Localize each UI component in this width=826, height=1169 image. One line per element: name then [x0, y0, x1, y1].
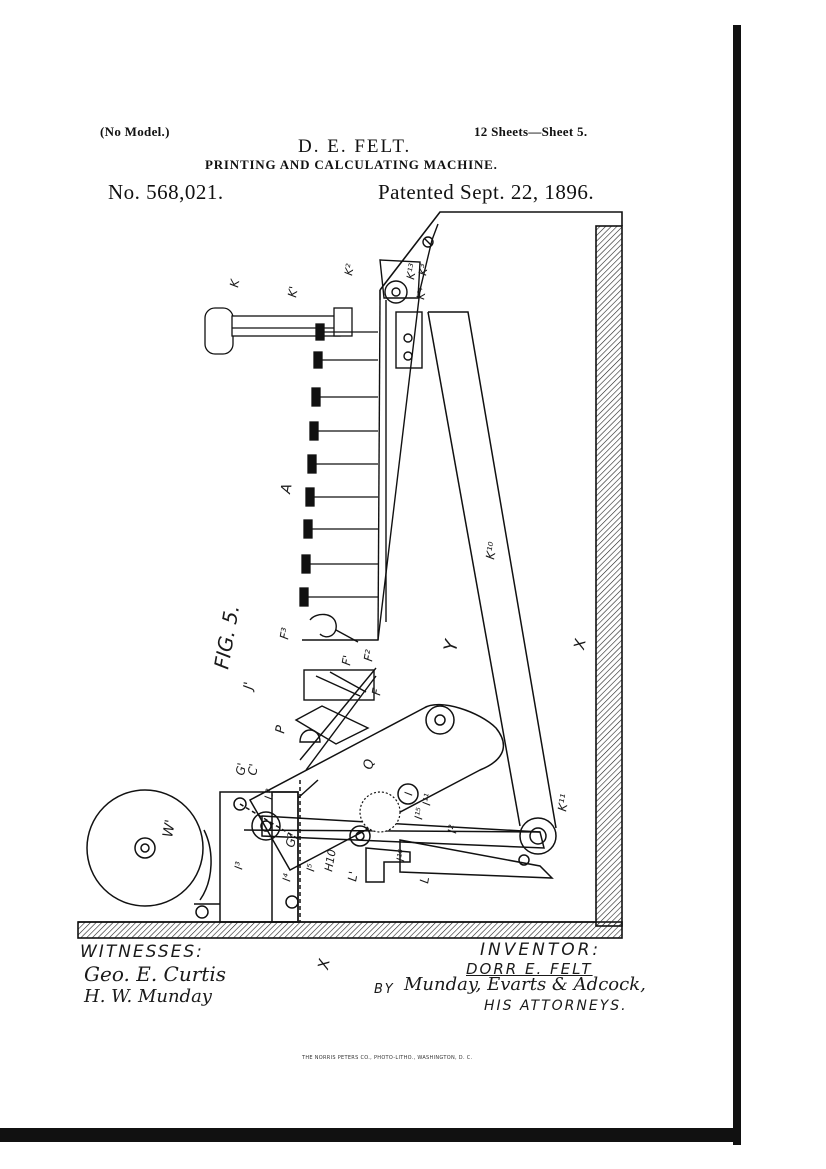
printing-mechanism	[296, 614, 376, 770]
ref-H10: H10	[322, 848, 339, 873]
ref-I15: I¹⁵	[412, 806, 428, 821]
sheets-label: 12 Sheets—Sheet 5.	[474, 124, 588, 139]
ref-I2: I²	[445, 823, 461, 835]
ref-L: L	[417, 875, 433, 885]
inventor-name-heading: D. E. FELT.	[298, 136, 412, 157]
inventor-name: DORR E. FELT	[466, 960, 593, 978]
ref-Y: Y	[440, 638, 463, 653]
patent-title: PRINTING AND CALCULATING MACHINE.	[205, 157, 498, 172]
ref-I16: I¹⁶	[394, 848, 410, 863]
ref-X-bottom: X	[314, 957, 334, 971]
patent-date: Patented Sept. 22, 1896.	[378, 180, 595, 204]
ref-X-right: X	[570, 637, 590, 651]
key-row	[205, 308, 378, 606]
ref-P: P	[273, 724, 290, 735]
lever-k10	[428, 312, 556, 854]
ref-L1: L'	[345, 870, 361, 883]
witness-signature-1: Geo. E. Curtis	[84, 962, 226, 986]
ref-F2: F²	[361, 648, 377, 663]
ref-L2: L²	[262, 787, 277, 801]
witnesses-label: WITNESSES:	[80, 942, 204, 962]
ref-G2: G²	[283, 832, 300, 849]
ref-K10: K¹⁰	[483, 540, 500, 561]
patent-number: No. 568,021.	[108, 180, 224, 204]
attorneys-signature: Munday, Evarts & Adcock,	[404, 974, 646, 995]
keyboard-frame	[302, 224, 438, 640]
figure-label: FIG. 5.	[209, 602, 245, 671]
ref-F1: F'	[339, 654, 355, 667]
ref-C1: C'	[245, 762, 261, 777]
ref-K1: K'	[285, 285, 301, 299]
ref-Q: Q	[361, 758, 378, 771]
ref-W1: W'	[160, 818, 180, 839]
ref-K13: K¹³	[404, 262, 420, 281]
ref-G1: G'	[233, 761, 250, 777]
ref-K: K	[227, 278, 243, 289]
paper-roll-assembly	[87, 780, 318, 922]
ref-I: I	[402, 791, 416, 797]
ref-F: F	[369, 687, 385, 697]
by-label: BY	[374, 982, 395, 997]
ref-J1: J'	[241, 680, 258, 691]
inventor-label: INVENTOR:	[480, 940, 602, 960]
ref-A: A	[278, 482, 296, 495]
ref-I3: I³	[232, 860, 247, 871]
ref-I11: I¹¹	[420, 792, 436, 807]
ref-K2: K²	[342, 262, 357, 277]
ref-I4: I⁴	[280, 872, 295, 883]
no-model-label: (No Model.)	[100, 124, 170, 139]
ref-F3: F³	[277, 626, 293, 641]
attorneys-label: HIS ATTORNEYS.	[484, 998, 628, 1014]
ref-K11: K¹¹	[555, 792, 572, 813]
witness-signature-2: H. W. Munday	[84, 986, 212, 1007]
printer-credit: THE NORRIS PETERS CO., PHOTO-LITHO., WASHINGTON, D. C.	[302, 1055, 473, 1061]
gear	[360, 792, 400, 832]
ref-K4: K⁴	[414, 286, 429, 301]
ref-K3: K³	[416, 262, 431, 277]
ref-I5: I⁵	[304, 862, 319, 873]
